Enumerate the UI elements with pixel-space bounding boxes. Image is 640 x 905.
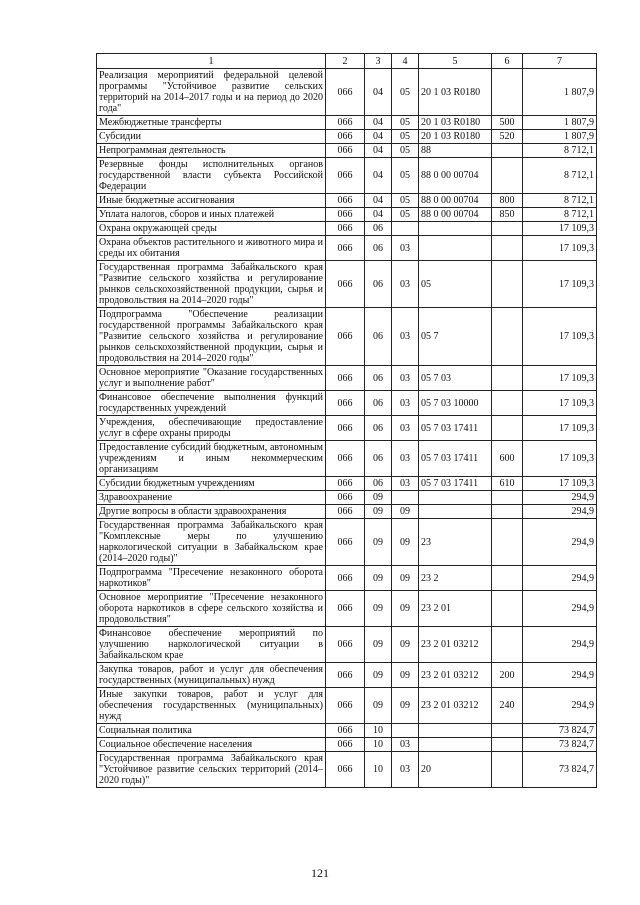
- cell-expense-type: [492, 591, 523, 627]
- cell-expense-type: [492, 416, 523, 441]
- cell-section-code: 09: [365, 519, 392, 566]
- table-row: [97, 416, 597, 441]
- cell-expense-type: [492, 158, 523, 194]
- cell-amount: 17 109,3: [523, 308, 597, 366]
- cell-ministry-code: 066: [326, 738, 365, 752]
- cell-expense-type: 200: [492, 663, 523, 688]
- cell-subsection-code: 09: [392, 627, 419, 663]
- cell-item-name: Здравоохранение: [97, 491, 326, 505]
- cell-item-name: Подпрограмма "Обеспечение реализации государственной программы Забайкальского края "Развитие сельского хозяйства и регулирование рынков сельскохозяйственной продукции, сырья и продовольствия на 2014–2020 годы": [97, 308, 326, 366]
- cell-ministry-code: 066: [326, 366, 365, 391]
- cell-item-name: Уплата налогов, сборов и иных платежей: [97, 208, 326, 222]
- cell-ministry-code: 066: [326, 477, 365, 491]
- cell-amount: 8 712,1: [523, 158, 597, 194]
- cell-ministry-code: 066: [326, 591, 365, 627]
- cell-target-article: 05 7 03: [419, 366, 492, 391]
- cell-ministry-code: 066: [326, 724, 365, 738]
- cell-ministry-code: 066: [326, 441, 365, 477]
- cell-amount: 17 109,3: [523, 222, 597, 236]
- cell-subsection-code: 03: [392, 308, 419, 366]
- cell-item-name: Иные закупки товаров, работ и услуг для обеспечения государственных (муниципальных) нужд: [97, 688, 326, 724]
- cell-amount: 294,9: [523, 627, 597, 663]
- cell-target-article: 05 7 03 17411: [419, 441, 492, 477]
- cell-section-code: 09: [365, 591, 392, 627]
- cell-ministry-code: 066: [326, 663, 365, 688]
- cell-amount: 1 807,9: [523, 116, 597, 130]
- cell-item-name: Государственная программа Забайкальского края "Комплексные меры по улучшению наркологической ситуации в Забайкальском крае (2014–2020 годы)": [97, 519, 326, 566]
- table-row: [97, 591, 597, 627]
- cell-amount: 1 807,9: [523, 69, 597, 116]
- cell-subsection-code: 05: [392, 194, 419, 208]
- table-row: [97, 724, 597, 738]
- cell-item-name: Основное мероприятие "Пресечение незаконного оборота наркотиков в сфере сельского хозяйства и продовольствия": [97, 591, 326, 627]
- cell-item-name: Иные бюджетные ассигнования: [97, 194, 326, 208]
- cell-item-name: Реализация мероприятий федеральной целевой программы "Устойчивое развитие сельских территорий на 2014–2017 годы и на период до 2020 года": [97, 69, 326, 116]
- cell-ministry-code: 066: [326, 144, 365, 158]
- cell-expense-type: 500: [492, 116, 523, 130]
- cell-ministry-code: 066: [326, 688, 365, 724]
- cell-amount: 17 109,3: [523, 366, 597, 391]
- cell-ministry-code: 066: [326, 116, 365, 130]
- table-row: [97, 208, 597, 222]
- cell-section-code: 06: [365, 236, 392, 261]
- cell-amount: 8 712,1: [523, 194, 597, 208]
- cell-subsection-code: [392, 222, 419, 236]
- cell-expense-type: [492, 505, 523, 519]
- cell-item-name: Государственная программа Забайкальского края "Развитие сельского хозяйства и регулирование рынков сельскохозяйственной продукции, сырья и продовольствия на 2014–2020 годы": [97, 261, 326, 308]
- cell-section-code: 04: [365, 194, 392, 208]
- cell-amount: 17 109,3: [523, 391, 597, 416]
- cell-item-name: Охрана объектов растительного и животного мира и среды их обитания: [97, 236, 326, 261]
- cell-amount: 294,9: [523, 591, 597, 627]
- column-header-3: 3: [365, 54, 392, 69]
- cell-subsection-code: 09: [392, 566, 419, 591]
- cell-item-name: Основное мероприятие "Оказание государственных услуг и выполнение работ": [97, 366, 326, 391]
- column-header-2: 2: [326, 54, 365, 69]
- table-row: [97, 441, 597, 477]
- cell-subsection-code: 09: [392, 688, 419, 724]
- cell-expense-type: [492, 724, 523, 738]
- cell-section-code: 09: [365, 688, 392, 724]
- cell-target-article: 23 2 01 03212: [419, 663, 492, 688]
- table-body: [97, 69, 597, 788]
- table-row: [97, 477, 597, 491]
- cell-target-article: 23 2 01: [419, 591, 492, 627]
- cell-item-name: Субсидии бюджетным учреждениям: [97, 477, 326, 491]
- cell-target-article: [419, 222, 492, 236]
- table-row: [97, 194, 597, 208]
- cell-expense-type: [492, 566, 523, 591]
- cell-target-article: 20 1 03 R0180: [419, 69, 492, 116]
- cell-section-code: 09: [365, 663, 392, 688]
- cell-ministry-code: 066: [326, 519, 365, 566]
- table-row: [97, 663, 597, 688]
- cell-expense-type: 240: [492, 688, 523, 724]
- cell-subsection-code: 09: [392, 591, 419, 627]
- cell-expense-type: 800: [492, 194, 523, 208]
- cell-amount: 17 109,3: [523, 236, 597, 261]
- cell-subsection-code: [392, 491, 419, 505]
- cell-subsection-code: 05: [392, 144, 419, 158]
- table-row: [97, 236, 597, 261]
- cell-amount: 8 712,1: [523, 208, 597, 222]
- cell-section-code: 06: [365, 222, 392, 236]
- table-row: [97, 222, 597, 236]
- cell-amount: 17 109,3: [523, 261, 597, 308]
- cell-ministry-code: 066: [326, 194, 365, 208]
- cell-target-article: [419, 505, 492, 519]
- cell-section-code: 04: [365, 69, 392, 116]
- cell-amount: 294,9: [523, 491, 597, 505]
- cell-section-code: 06: [365, 477, 392, 491]
- table-row: [97, 566, 597, 591]
- cell-amount: 73 824,7: [523, 738, 597, 752]
- cell-subsection-code: 03: [392, 236, 419, 261]
- cell-subsection-code: 03: [392, 416, 419, 441]
- cell-item-name: Межбюджетные трансферты: [97, 116, 326, 130]
- header-row: [97, 54, 597, 69]
- cell-amount: 294,9: [523, 566, 597, 591]
- cell-section-code: 09: [365, 566, 392, 591]
- cell-section-code: 09: [365, 627, 392, 663]
- cell-expense-type: [492, 236, 523, 261]
- cell-amount: 294,9: [523, 505, 597, 519]
- cell-ministry-code: 066: [326, 752, 365, 788]
- cell-expense-type: [492, 366, 523, 391]
- cell-item-name: Социальное обеспечение населения: [97, 738, 326, 752]
- cell-target-article: 05: [419, 261, 492, 308]
- cell-item-name: Социальная политика: [97, 724, 326, 738]
- cell-target-article: [419, 724, 492, 738]
- table-row: [97, 738, 597, 752]
- table-row: [97, 116, 597, 130]
- column-header-4: 4: [392, 54, 419, 69]
- cell-expense-type: [492, 69, 523, 116]
- cell-subsection-code: 05: [392, 69, 419, 116]
- cell-amount: 17 109,3: [523, 441, 597, 477]
- cell-target-article: 88 0 00 00704: [419, 194, 492, 208]
- cell-subsection-code: 09: [392, 519, 419, 566]
- cell-target-article: 20: [419, 752, 492, 788]
- cell-item-name: Охрана окружающей среды: [97, 222, 326, 236]
- cell-section-code: 10: [365, 752, 392, 788]
- cell-amount: 17 109,3: [523, 416, 597, 441]
- column-header-7: 7: [523, 54, 597, 69]
- page-number: 121: [311, 866, 329, 880]
- cell-subsection-code: 03: [392, 441, 419, 477]
- cell-expense-type: [492, 519, 523, 566]
- cell-subsection-code: 03: [392, 738, 419, 752]
- cell-expense-type: [492, 222, 523, 236]
- cell-item-name: Государственная программа Забайкальского края "Устойчивое развитие сельских территорий (2014–2020 годы)": [97, 752, 326, 788]
- table-row: [97, 69, 597, 116]
- cell-ministry-code: 066: [326, 69, 365, 116]
- cell-expense-type: [492, 261, 523, 308]
- cell-ministry-code: 066: [326, 566, 365, 591]
- cell-target-article: 23 2 01 03212: [419, 627, 492, 663]
- cell-target-article: 23 2 01 03212: [419, 688, 492, 724]
- cell-ministry-code: 066: [326, 130, 365, 144]
- cell-amount: 1 807,9: [523, 130, 597, 144]
- cell-section-code: 06: [365, 391, 392, 416]
- cell-target-article: 05 7 03 10000: [419, 391, 492, 416]
- cell-item-name: Субсидии: [97, 130, 326, 144]
- table-row: [97, 130, 597, 144]
- cell-subsection-code: 03: [392, 391, 419, 416]
- cell-ministry-code: 066: [326, 391, 365, 416]
- cell-section-code: 10: [365, 724, 392, 738]
- cell-target-article: [419, 491, 492, 505]
- cell-section-code: 09: [365, 491, 392, 505]
- cell-subsection-code: 03: [392, 752, 419, 788]
- cell-target-article: 05 7 03 17411: [419, 477, 492, 491]
- cell-section-code: 06: [365, 308, 392, 366]
- cell-section-code: 04: [365, 116, 392, 130]
- cell-subsection-code: 05: [392, 158, 419, 194]
- budget-table: [96, 53, 597, 788]
- cell-item-name: Финансовое обеспечение мероприятий по улучшению наркологической ситуации в Забайкальском крае: [97, 627, 326, 663]
- budget-table-page: [96, 53, 596, 788]
- cell-target-article: [419, 738, 492, 752]
- cell-expense-type: 610: [492, 477, 523, 491]
- cell-target-article: 88: [419, 144, 492, 158]
- cell-expense-type: [492, 738, 523, 752]
- cell-ministry-code: 066: [326, 308, 365, 366]
- cell-target-article: 23 2: [419, 566, 492, 591]
- cell-expense-type: [492, 491, 523, 505]
- cell-target-article: 20 1 03 R0180: [419, 130, 492, 144]
- cell-section-code: 06: [365, 416, 392, 441]
- cell-subsection-code: 09: [392, 505, 419, 519]
- cell-target-article: 23: [419, 519, 492, 566]
- cell-item-name: Подпрограмма "Пресечение незаконного оборота наркотиков": [97, 566, 326, 591]
- table-row: [97, 519, 597, 566]
- table-row: [97, 688, 597, 724]
- cell-amount: 294,9: [523, 688, 597, 724]
- table-row: [97, 144, 597, 158]
- cell-ministry-code: 066: [326, 208, 365, 222]
- cell-target-article: 05 7 03 17411: [419, 416, 492, 441]
- cell-target-article: 20 1 03 R0180: [419, 116, 492, 130]
- cell-ministry-code: 066: [326, 158, 365, 194]
- table-row: [97, 752, 597, 788]
- column-header-1: 1: [97, 54, 326, 69]
- cell-section-code: 06: [365, 366, 392, 391]
- cell-expense-type: [492, 627, 523, 663]
- cell-amount: 294,9: [523, 663, 597, 688]
- column-header-6: 6: [492, 54, 523, 69]
- cell-expense-type: [492, 391, 523, 416]
- table-row: [97, 391, 597, 416]
- cell-item-name: Закупка товаров, работ и услуг для обеспечения государственных (муниципальных) нужд: [97, 663, 326, 688]
- cell-amount: 294,9: [523, 519, 597, 566]
- table-row: [97, 261, 597, 308]
- cell-item-name: Непрограммная деятельность: [97, 144, 326, 158]
- cell-item-name: Финансовое обеспечение выполнения функций государственных учреждений: [97, 391, 326, 416]
- cell-target-article: 88 0 00 00704: [419, 208, 492, 222]
- cell-ministry-code: 066: [326, 491, 365, 505]
- cell-target-article: [419, 236, 492, 261]
- cell-subsection-code: 05: [392, 130, 419, 144]
- cell-subsection-code: 05: [392, 208, 419, 222]
- cell-subsection-code: 09: [392, 663, 419, 688]
- cell-subsection-code: 05: [392, 116, 419, 130]
- table-row: [97, 308, 597, 366]
- cell-ministry-code: 066: [326, 236, 365, 261]
- cell-section-code: 04: [365, 130, 392, 144]
- cell-ministry-code: 066: [326, 505, 365, 519]
- cell-expense-type: [492, 144, 523, 158]
- table-row: [97, 366, 597, 391]
- cell-ministry-code: 066: [326, 261, 365, 308]
- cell-amount: 73 824,7: [523, 752, 597, 788]
- cell-subsection-code: 03: [392, 366, 419, 391]
- cell-subsection-code: 03: [392, 261, 419, 308]
- cell-item-name: Учреждения, обеспечивающие предоставление услуг в сфере охраны природы: [97, 416, 326, 441]
- cell-amount: 17 109,3: [523, 477, 597, 491]
- cell-ministry-code: 066: [326, 627, 365, 663]
- cell-section-code: 06: [365, 441, 392, 477]
- cell-subsection-code: 03: [392, 477, 419, 491]
- cell-expense-type: [492, 308, 523, 366]
- table-row: [97, 505, 597, 519]
- cell-section-code: 10: [365, 738, 392, 752]
- table-row: [97, 491, 597, 505]
- cell-expense-type: 520: [492, 130, 523, 144]
- cell-section-code: 09: [365, 505, 392, 519]
- column-header-5: 5: [419, 54, 492, 69]
- cell-target-article: 05 7: [419, 308, 492, 366]
- cell-amount: 8 712,1: [523, 144, 597, 158]
- cell-section-code: 04: [365, 208, 392, 222]
- cell-expense-type: 850: [492, 208, 523, 222]
- cell-amount: 73 824,7: [523, 724, 597, 738]
- cell-section-code: 04: [365, 158, 392, 194]
- cell-expense-type: [492, 752, 523, 788]
- table-row: [97, 627, 597, 663]
- cell-item-name: Резервные фонды исполнительных органов государственной власти субъекта Российской Федерации: [97, 158, 326, 194]
- cell-item-name: Предоставление субсидий бюджетным, автономным учреждениям и иным некоммерческим организациям: [97, 441, 326, 477]
- table-row: [97, 158, 597, 194]
- cell-section-code: 06: [365, 261, 392, 308]
- cell-expense-type: 600: [492, 441, 523, 477]
- cell-item-name: Другие вопросы в области здравоохранения: [97, 505, 326, 519]
- cell-section-code: 04: [365, 144, 392, 158]
- cell-ministry-code: 066: [326, 416, 365, 441]
- cell-subsection-code: [392, 724, 419, 738]
- cell-ministry-code: 066: [326, 222, 365, 236]
- cell-target-article: 88 0 00 00704: [419, 158, 492, 194]
